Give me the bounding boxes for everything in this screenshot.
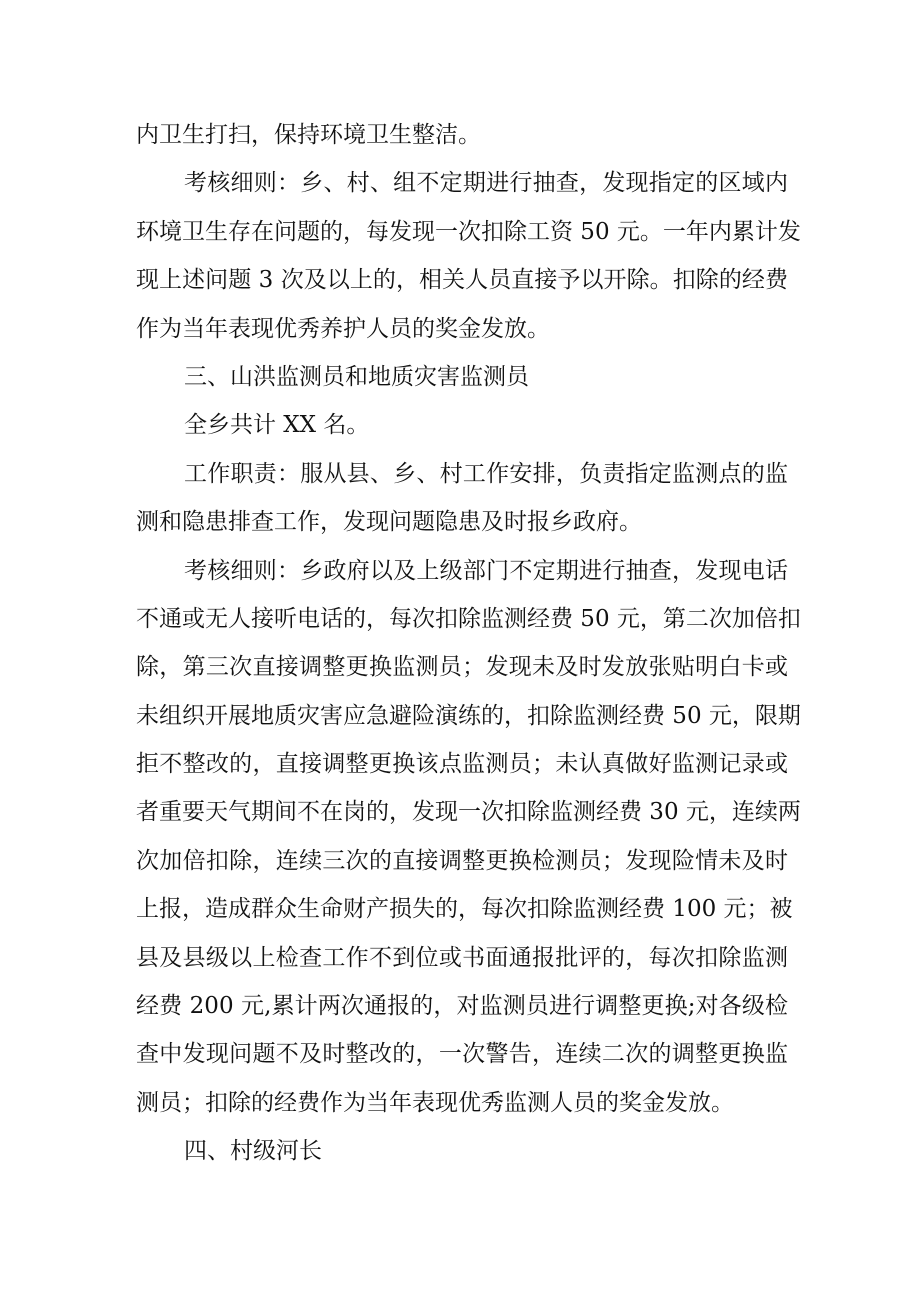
text-line: 全乡共计 XX 名。 <box>184 412 370 439</box>
text-line: 县及县级以上检查工作不到位或书面通报批评的，每次扣除监测 <box>136 944 788 971</box>
text-line: 工作职责：服从县、乡、村工作安排，负责指定监测点的监 <box>184 460 788 487</box>
text-line: 考核细则：乡政府以及上级部门不定期进行抽查，发现电话 <box>184 557 788 584</box>
text-line: 测和隐患排查工作，发现问题隐患及时报乡政府。 <box>136 509 642 536</box>
text-line: 经费 200 元,累计两次通报的，对监测员进行调整更换;对各级检 <box>136 993 788 1020</box>
text-line: 不通或无人接听电话的，每次扣除监测经费 50 元，第二次加倍扣 <box>136 605 801 632</box>
text-line: 未组织开展地质灾害应急避险演练的，扣除监测经费 50 元，限期 <box>136 702 801 729</box>
text-line: 环境卫生存在问题的，每发现一次扣除工资 50 元。一年内累计发 <box>136 218 801 245</box>
text-line: 四、村级河长 <box>184 1138 322 1165</box>
text-line: 现上述问题 3 次及以上的，相关人员直接予以开除。扣除的经费 <box>136 267 788 294</box>
text-line: 作为当年表现优秀养护人员的奖金发放。 <box>136 315 550 342</box>
text-line: 查中发现问题不及时整改的，一次警告，连续二次的调整更换监 <box>136 1041 788 1068</box>
text-line: 上报，造成群众生命财产损失的，每次扣除监测经费 100 元；被 <box>136 896 793 923</box>
text-line: 测员；扣除的经费作为当年表现优秀监测人员的奖金发放。 <box>136 1089 734 1116</box>
text-line: 考核细则：乡、村、组不定期进行抽查，发现指定的区域内 <box>184 170 788 197</box>
text-line: 除，第三次直接调整更换监测员；发现未及时发放张贴明白卡或 <box>136 654 788 681</box>
text-line: 者重要天气期间不在岗的，发现一次扣除监测经费 30 元，连续两 <box>136 799 801 826</box>
body-text <box>136 111 801 1176</box>
text-line: 拒不整改的，直接调整更换该点监测员；未认真做好监测记录或 <box>136 751 788 778</box>
text-line: 三、山洪监测员和地质灾害监测员 <box>184 363 529 390</box>
text-line: 内卫生打扫，保持环境卫生整洁。 <box>136 122 481 148</box>
text-line: 次加倍扣除，连续三次的直接调整更换检测员；发现险情未及时 <box>136 847 788 874</box>
